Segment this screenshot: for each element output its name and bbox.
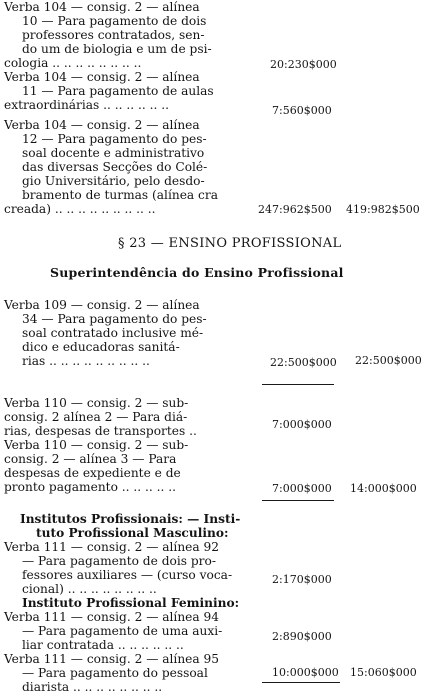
text-line: consig. 2 — alínea 3 — Para	[4, 452, 177, 466]
text-line: — Para pagamento do pessoal	[22, 666, 208, 680]
amount-value: 7:560$000	[272, 104, 332, 117]
divider-rule	[262, 682, 340, 683]
amount-value: 20:230$000	[270, 58, 337, 71]
text-line: despesas de expediente e de	[4, 466, 181, 480]
text-line: Institutos Profissionais: — Insti-	[20, 512, 241, 526]
text-line: Verba 111 — consig. 2 — alínea 94	[4, 610, 220, 624]
amount-value: 2:890$000	[272, 630, 332, 643]
text-line: professores contratados, sen-	[22, 28, 205, 42]
text-line: 34 — Para pagamento do pes-	[22, 312, 207, 326]
text-line: soal contratado inclusive mé-	[22, 326, 204, 340]
amount-total: 14:000$000	[350, 482, 417, 495]
text-line: rias, despesas de transportes ..	[4, 424, 197, 438]
text-line: fessores auxiliares — (curso voca-	[22, 568, 233, 582]
amount-value: 2:170$000	[272, 573, 332, 586]
text-line: tuto Profissional Masculino:	[36, 526, 229, 540]
text-line: liar contratada .. .. .. .. .. ..	[22, 638, 184, 652]
text-line: Verba 109 — consig. 2 — alínea	[4, 298, 200, 312]
amount-total: 419:982$500	[346, 203, 420, 216]
text-line: do um de biologia e um de psi-	[22, 42, 212, 56]
section-subheading: Superintendência do Ensino Profissional	[50, 265, 344, 280]
text-line: cologia .. .. .. .. .. .. .. ..	[4, 56, 142, 70]
text-line: cional) .. .. .. .. .. .. .. ..	[22, 582, 157, 596]
text-line: bramento de turmas (alínea cra	[22, 188, 218, 202]
divider-rule	[262, 384, 334, 385]
text-line: Verba 111 — consig. 2 — alínea 92	[4, 540, 220, 554]
text-line: Verba 110 — consig. 2 — sub-	[4, 396, 189, 410]
text-line: — Para pagamento de dois pro-	[22, 554, 216, 568]
text-line: — Para pagamento de uma auxi-	[22, 624, 223, 638]
section-heading: § 23 — ENSINO PROFISSIONAL	[118, 236, 342, 251]
text-line: Verba 104 — consig. 2 — alínea	[4, 118, 200, 132]
text-line: gio Universitário, pelo desdo-	[22, 174, 205, 188]
text-line: Verba 104 — consig. 2 — alínea	[4, 0, 200, 14]
text-line: Instituto Profissional Feminino:	[22, 596, 240, 610]
text-line: 11 — Para pagamento de aulas	[22, 84, 214, 98]
amount-value: 7:000$000	[272, 418, 332, 431]
text-line: consig. 2 alínea 2 — Para diá-	[4, 410, 188, 424]
amount-total: 15:060$000	[350, 666, 417, 679]
text-line: Verba 104 — consig. 2 — alínea	[4, 70, 200, 84]
text-line: diarista .. .. .. .. .. .. .. ..	[22, 680, 163, 694]
text-line: soal docente e administrativo	[22, 146, 205, 160]
amount-value: 7:000$000	[272, 482, 332, 495]
text-line: Verba 111 — consig. 2 — alínea 95	[4, 652, 220, 666]
amount-value: 247:962$500	[258, 203, 332, 216]
text-line: pronto pagamento .. .. .. .. ..	[4, 480, 177, 494]
text-line: creada) .. .. .. .. .. .. .. .. ..	[4, 202, 156, 216]
amount-value: 22:500$000	[270, 356, 337, 369]
amount-total: 22:500$000	[355, 354, 422, 367]
divider-rule	[262, 500, 334, 501]
text-line: dico e educadoras sanitá-	[22, 340, 180, 354]
text-line: 10 — Para pagamento de dois	[22, 14, 207, 28]
text-line: 12 — Para pagamento do pes-	[22, 132, 207, 146]
text-line: extraordinárias .. .. .. .. .. ..	[4, 98, 170, 112]
text-line: rias .. .. .. .. .. .. .. .. ..	[22, 354, 150, 368]
text-line: Verba 110 — consig. 2 — sub-	[4, 438, 189, 452]
amount-value: 10:000$000	[272, 666, 339, 679]
text-line: das diversas Secções do Colé-	[22, 160, 208, 174]
